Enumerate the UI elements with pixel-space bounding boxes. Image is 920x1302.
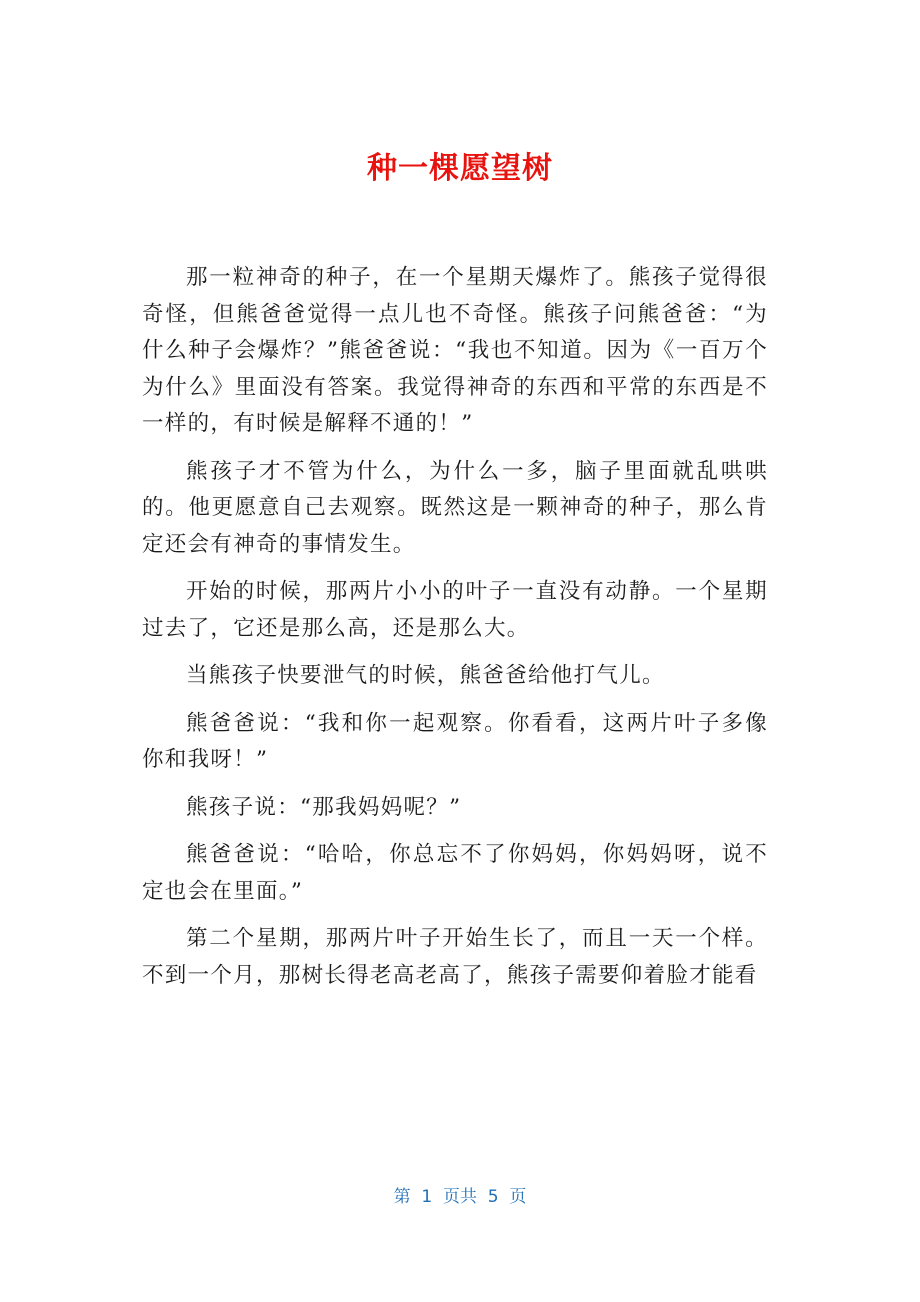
paragraph: 熊爸爸说：“哈哈，你总忘不了你妈妈，你妈妈呀，说不定也会在里面。”	[142, 842, 768, 904]
paragraph: 第二个星期，那两片叶子开始生长了，而且一天一个样。不到一个月，那树长得老高老高了，熊孩子需要仰着脸才能看	[142, 926, 768, 988]
paragraph: 熊爸爸说：“我和你一起观察。你看看，这两片叶子多像你和我呀！”	[142, 710, 768, 772]
paragraph: 当熊孩子快要泄气的时候，熊爸爸给他打气儿。	[186, 663, 665, 688]
paragraph: 熊孩子才不管为什么，为什么一多，脑子里面就乱哄哄的。他更愿意自己去观察。既然这是一颗神奇的种子，那么肯定还会有神奇的事情发生。	[142, 458, 768, 557]
paragraph: 开始的时候，那两片小小的叶子一直没有动静。一个星期过去了，它还是那么高，还是那么大。	[142, 579, 768, 641]
document-body	[142, 260, 768, 994]
document-title: 种一棵愿望树	[367, 151, 553, 186]
paragraph: 熊孩子说：“那我妈妈呢？”	[186, 794, 462, 820]
paragraph: 那一粒神奇的种子，在一个星期天爆炸了。熊孩子觉得很奇怪，但熊爸爸觉得一点儿也不奇怪。熊孩子问熊爸爸：“为什么种子会爆炸？”熊爸爸说：“我也不知道。因为《一百万个为什么》里面没有答案。我觉得神奇的东西和平常的东西是不一样的，有时候是解释不通的！”	[142, 265, 768, 436]
page-number-footer: 第 1 页共 5 页	[393, 1187, 527, 1207]
